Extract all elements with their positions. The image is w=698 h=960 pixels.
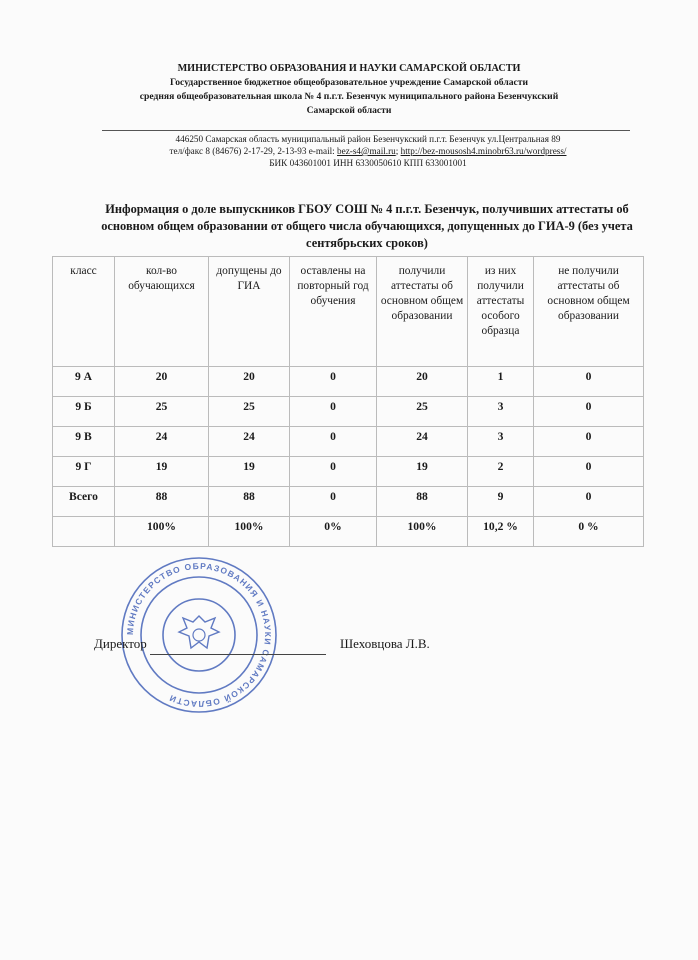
header-cell: кол-во обучающихся <box>115 257 209 367</box>
table-cell: 24 <box>209 427 290 457</box>
table-row <box>53 457 644 487</box>
letterhead <box>0 62 698 118</box>
table-row-total <box>53 487 644 517</box>
table-cell: 100% <box>377 517 468 547</box>
stamp-rings <box>122 558 276 712</box>
table-cell: 0 <box>290 487 377 517</box>
table-cell: 10,2 % <box>468 517 534 547</box>
table-cell: 0 <box>534 397 644 427</box>
table-row-percent <box>53 517 644 547</box>
table-cell <box>53 517 115 547</box>
stamp-middle-ring <box>141 577 257 693</box>
director-label: Директор <box>94 636 147 651</box>
table-cell: 9 А <box>53 367 115 397</box>
table-cell: 20 <box>115 367 209 397</box>
table-cell: 3 <box>468 427 534 457</box>
header-cell: оставлены на повторный год обучения <box>290 257 377 367</box>
header-cell: допущены до ГИА <box>209 257 290 367</box>
table-cell: 25 <box>209 397 290 427</box>
email-link[interactable]: bez-s4@mail.ru <box>337 146 396 156</box>
table-cell: 24 <box>115 427 209 457</box>
letterhead-divider <box>102 130 630 131</box>
stamp-outer-ring <box>122 558 276 712</box>
table-cell: 3 <box>468 397 534 427</box>
table-cell: 9 <box>468 487 534 517</box>
phone-line <box>0 145 698 157</box>
table-cell: 0 % <box>534 517 644 547</box>
table-cell: 24 <box>377 427 468 457</box>
graduates-table <box>52 256 644 547</box>
table-cell: 0% <box>290 517 377 547</box>
eagle-emblem-icon <box>179 616 219 648</box>
table-cell: 0 <box>534 427 644 457</box>
table-cell: 19 <box>377 457 468 487</box>
table-cell: 0 <box>534 457 644 487</box>
table-cell: 20 <box>209 367 290 397</box>
table-cell: 25 <box>377 397 468 427</box>
table-cell: 0 <box>290 397 377 427</box>
bank-details: БИК 043601001 ИНН 6330050610 КПП 633001001 <box>269 158 467 168</box>
table-cell: 0 <box>290 367 377 397</box>
table-cell: 19 <box>209 457 290 487</box>
stamp-inner-ring <box>163 599 235 671</box>
document-title: Информация о доле выпускников ГБОУ СОШ № 4 п.г.т. Безенчук, получивших аттестаты об основном общем образовании от общего числа обучающихся, допущенных до ГИА-9 (без учета сентябрьских сроков) <box>101 202 633 250</box>
table-cell: 9 В <box>53 427 115 457</box>
phone-text: тел/факс 8 (84676) 2-17-29, 2-13-93 e-mail: <box>169 146 338 156</box>
ministry-name: МИНИСТЕРСТВО ОБРАЗОВАНИЯ И НАУКИ САМАРСКОЙ ОБЛАСТИ <box>177 63 521 74</box>
signature-line <box>150 654 326 655</box>
table-row <box>53 427 644 457</box>
official-stamp <box>120 556 278 714</box>
table-cell: 0 <box>290 457 377 487</box>
table-cell: 88 <box>115 487 209 517</box>
stamp-outer-text-path: МИНИСТЕРСТВО ОБРАЗОВАНИЯ И НАУКИ САМАРСКОЙ ОБЛАСТИ <box>124 560 274 710</box>
stamp-outer-text <box>125 561 273 709</box>
header-cell: не получили аттестаты об основном общем образовании <box>534 257 644 367</box>
table-cell: 1 <box>468 367 534 397</box>
table-cell: 19 <box>115 457 209 487</box>
table-cell: 88 <box>377 487 468 517</box>
institution-line-2: средняя общеобразовательная школа № 4 п.г.т. Безенчук муниципального района Безенчукский <box>139 91 559 102</box>
table-cell: Всего <box>53 487 115 517</box>
institution-line-1: Государственное бюджетное общеобразовательное учреждение Самарской области <box>170 77 528 88</box>
table-cell: 20 <box>377 367 468 397</box>
table-cell: 88 <box>209 487 290 517</box>
table-cell: 9 Г <box>53 457 115 487</box>
table-header-row <box>53 257 644 367</box>
address-line: 446250 Самарская область муниципальный район Безенчукский п.г.т. Безенчук ул.Центральная 89 <box>175 134 561 144</box>
table-cell: 100% <box>115 517 209 547</box>
contact-separator: ; <box>395 146 401 156</box>
table-cell: 0 <box>290 427 377 457</box>
header-cell: получили аттестаты об основном общем образовании <box>377 257 468 367</box>
table-cell: 0 <box>534 487 644 517</box>
contacts-block <box>0 133 698 169</box>
table-cell: 100% <box>209 517 290 547</box>
table-cell: 0 <box>534 367 644 397</box>
table-cell: 25 <box>115 397 209 427</box>
table-row <box>53 397 644 427</box>
header-cell: класс <box>53 257 115 367</box>
header-cell: из них получили аттестаты особого образца <box>468 257 534 367</box>
table-row <box>53 367 644 397</box>
director-name: Шеховцова Л.В. <box>340 636 430 651</box>
website-link[interactable]: http://bez-mousosh4.minobr63.ru/wordpress/ <box>400 146 567 156</box>
table-cell: 2 <box>468 457 534 487</box>
institution-line-3: Самарской области <box>306 105 392 116</box>
table-cell: 9 Б <box>53 397 115 427</box>
